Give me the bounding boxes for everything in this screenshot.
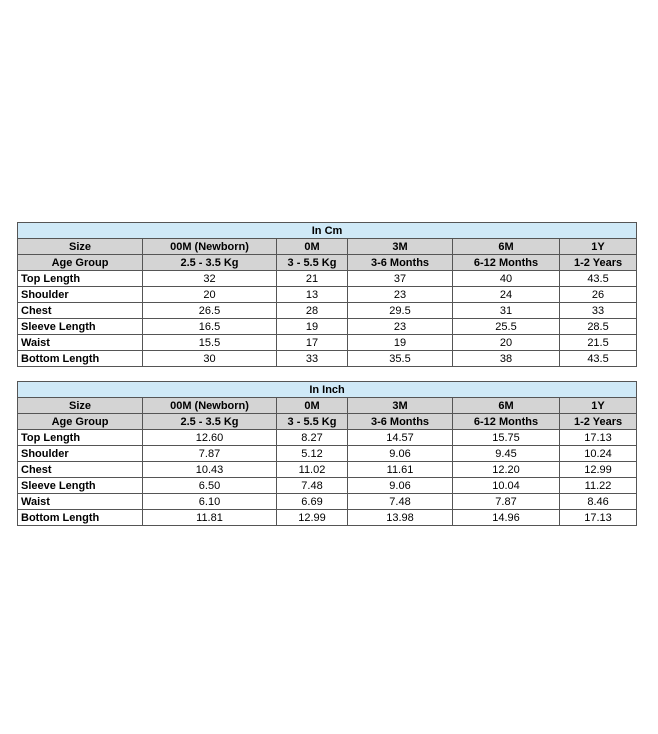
- table-row: [18, 319, 637, 335]
- measurement-value-cell: 8.46: [560, 494, 637, 510]
- table-row: [18, 303, 637, 319]
- header-label-cell: Age Group: [18, 255, 143, 271]
- measurement-value-cell: 17: [277, 335, 348, 351]
- measurement-value-cell: 16.5: [143, 319, 277, 335]
- header-label-cell: Age Group: [18, 414, 143, 430]
- measurement-value-cell: 7.87: [453, 494, 560, 510]
- measurement-value-cell: 12.99: [560, 462, 637, 478]
- measurement-value-cell: 26.5: [143, 303, 277, 319]
- measurement-value-cell: 9.45: [453, 446, 560, 462]
- measurement-value-cell: 14.96: [453, 510, 560, 526]
- measurement-label-cell: Shoulder: [18, 287, 143, 303]
- header-cell: 3M: [348, 239, 453, 255]
- measurement-value-cell: 11.61: [348, 462, 453, 478]
- measurement-value-cell: 10.04: [453, 478, 560, 494]
- measurement-label-cell: Waist: [18, 494, 143, 510]
- header-cell: 0M: [277, 239, 348, 255]
- measurement-value-cell: 10.24: [560, 446, 637, 462]
- measurement-value-cell: 9.06: [348, 446, 453, 462]
- measurement-label-cell: Chest: [18, 462, 143, 478]
- measurement-value-cell: 17.13: [560, 430, 637, 446]
- header-cell: 3 - 5.5 Kg: [277, 255, 348, 271]
- measurement-value-cell: 13: [277, 287, 348, 303]
- measurement-value-cell: 11.02: [277, 462, 348, 478]
- measurement-value-cell: 20: [453, 335, 560, 351]
- measurement-value-cell: 19: [348, 335, 453, 351]
- header-cell: 1Y: [560, 398, 637, 414]
- header-cell: 1-2 Years: [560, 414, 637, 430]
- header-cell: 3M: [348, 398, 453, 414]
- header-cell: 2.5 - 3.5 Kg: [143, 255, 277, 271]
- measurement-value-cell: 28.5: [560, 319, 637, 335]
- measurement-label-cell: Top Length: [18, 430, 143, 446]
- table-row: [18, 351, 637, 367]
- measurement-value-cell: 6.50: [143, 478, 277, 494]
- measurement-value-cell: 23: [348, 319, 453, 335]
- table-row: [18, 494, 637, 510]
- measurement-value-cell: 12.60: [143, 430, 277, 446]
- measurement-value-cell: 11.81: [143, 510, 277, 526]
- measurement-value-cell: 15.75: [453, 430, 560, 446]
- measurement-value-cell: 43.5: [560, 271, 637, 287]
- size-header-row: [18, 239, 637, 255]
- header-cell: 1-2 Years: [560, 255, 637, 271]
- header-cell: 6M: [453, 398, 560, 414]
- measurement-value-cell: 11.22: [560, 478, 637, 494]
- measurement-value-cell: 31: [453, 303, 560, 319]
- header-cell: 1Y: [560, 239, 637, 255]
- table-row: [18, 478, 637, 494]
- header-cell: 3-6 Months: [348, 255, 453, 271]
- measurement-value-cell: 33: [277, 351, 348, 367]
- measurement-label-cell: Waist: [18, 335, 143, 351]
- size-header-row: [18, 398, 637, 414]
- measurement-value-cell: 20: [143, 287, 277, 303]
- measurement-value-cell: 5.12: [277, 446, 348, 462]
- measurement-value-cell: 6.10: [143, 494, 277, 510]
- measurement-value-cell: 6.69: [277, 494, 348, 510]
- measurement-label-cell: Chest: [18, 303, 143, 319]
- measurement-value-cell: 14.57: [348, 430, 453, 446]
- measurement-label-cell: Shoulder: [18, 446, 143, 462]
- measurement-value-cell: 12.99: [277, 510, 348, 526]
- header-cell: 00M (Newborn): [143, 239, 277, 255]
- table-title-row: [18, 382, 637, 398]
- table-title: In Inch: [18, 382, 637, 398]
- measurement-value-cell: 24: [453, 287, 560, 303]
- measurement-value-cell: 7.48: [277, 478, 348, 494]
- table-row: [18, 287, 637, 303]
- table-row: [18, 510, 637, 526]
- measurement-value-cell: 17.13: [560, 510, 637, 526]
- measurement-value-cell: 29.5: [348, 303, 453, 319]
- measurement-value-cell: 38: [453, 351, 560, 367]
- measurement-value-cell: 13.98: [348, 510, 453, 526]
- age-group-header-row: [18, 255, 637, 271]
- table-row: [18, 271, 637, 287]
- measurement-value-cell: 25.5: [453, 319, 560, 335]
- header-cell: 6M: [453, 239, 560, 255]
- measurement-label-cell: Sleeve Length: [18, 478, 143, 494]
- header-cell: 6-12 Months: [453, 414, 560, 430]
- table-row: [18, 430, 637, 446]
- measurement-value-cell: 12.20: [453, 462, 560, 478]
- table-row: [18, 335, 637, 351]
- measurement-value-cell: 23: [348, 287, 453, 303]
- header-cell: 6-12 Months: [453, 255, 560, 271]
- header-cell: 0M: [277, 398, 348, 414]
- size-chart-inch-table: [17, 381, 637, 526]
- header-cell: 3-6 Months: [348, 414, 453, 430]
- measurement-value-cell: 32: [143, 271, 277, 287]
- measurement-value-cell: 10.43: [143, 462, 277, 478]
- measurement-label-cell: Bottom Length: [18, 510, 143, 526]
- header-cell: 00M (Newborn): [143, 398, 277, 414]
- measurement-value-cell: 33: [560, 303, 637, 319]
- measurement-value-cell: 35.5: [348, 351, 453, 367]
- size-chart-cm-table: [17, 222, 637, 367]
- measurement-value-cell: 40: [453, 271, 560, 287]
- measurement-value-cell: 21.5: [560, 335, 637, 351]
- table-row: [18, 446, 637, 462]
- table-title-row: [18, 223, 637, 239]
- table-title: In Cm: [18, 223, 637, 239]
- header-label-cell: Size: [18, 239, 143, 255]
- measurement-label-cell: Bottom Length: [18, 351, 143, 367]
- header-label-cell: Size: [18, 398, 143, 414]
- age-group-header-row: [18, 414, 637, 430]
- measurement-value-cell: 37: [348, 271, 453, 287]
- measurement-label-cell: Top Length: [18, 271, 143, 287]
- measurement-value-cell: 19: [277, 319, 348, 335]
- measurement-value-cell: 28: [277, 303, 348, 319]
- measurement-value-cell: 7.48: [348, 494, 453, 510]
- measurement-value-cell: 26: [560, 287, 637, 303]
- measurement-value-cell: 43.5: [560, 351, 637, 367]
- measurement-label-cell: Sleeve Length: [18, 319, 143, 335]
- measurement-value-cell: 9.06: [348, 478, 453, 494]
- measurement-value-cell: 15.5: [143, 335, 277, 351]
- header-cell: 3 - 5.5 Kg: [277, 414, 348, 430]
- measurement-value-cell: 7.87: [143, 446, 277, 462]
- measurement-value-cell: 21: [277, 271, 348, 287]
- measurement-value-cell: 8.27: [277, 430, 348, 446]
- table-row: [18, 462, 637, 478]
- header-cell: 2.5 - 3.5 Kg: [143, 414, 277, 430]
- measurement-value-cell: 30: [143, 351, 277, 367]
